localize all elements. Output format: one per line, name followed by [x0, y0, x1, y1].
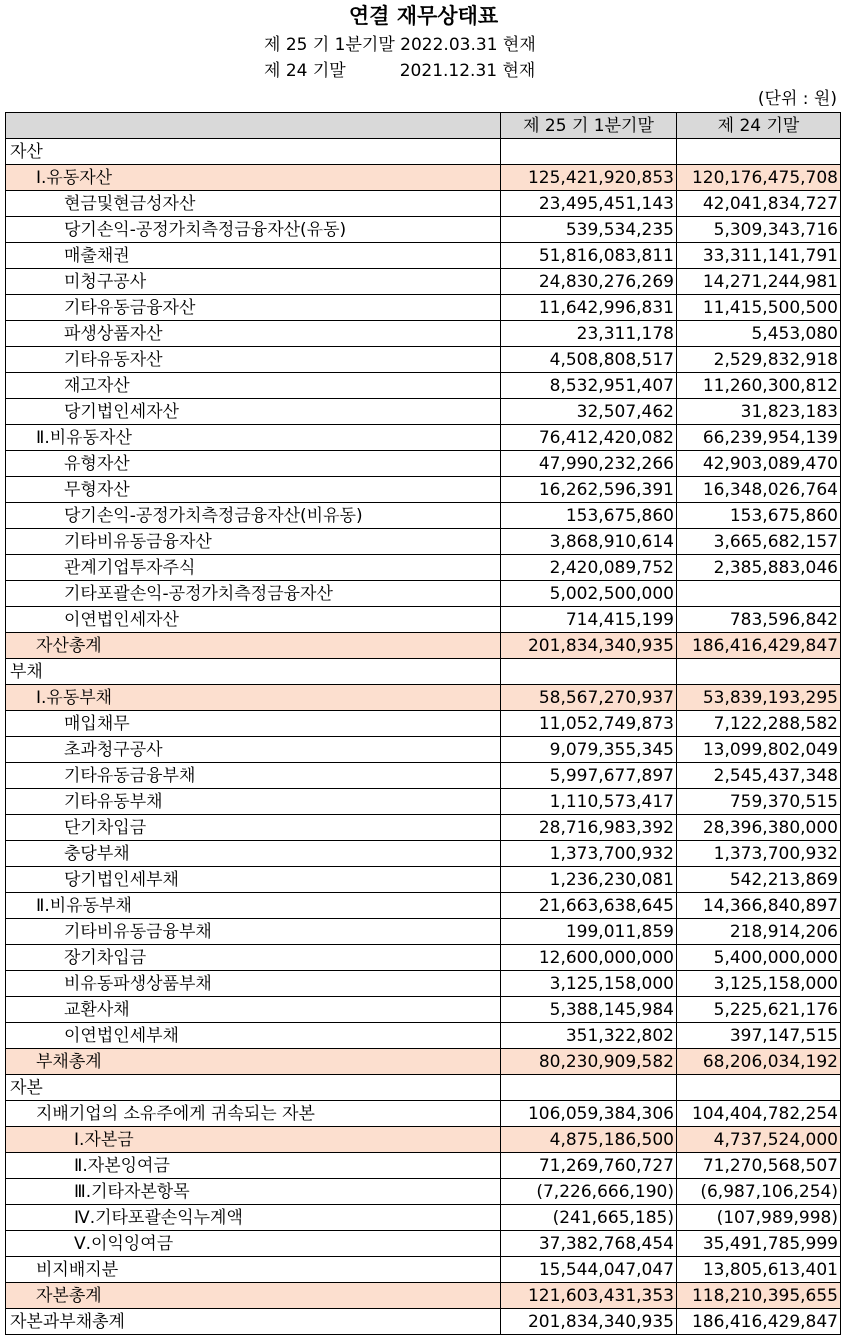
current-amount-cell	[501, 1075, 677, 1101]
previous-amount-cell: 42,041,834,727	[677, 191, 841, 217]
table-row	[6, 711, 841, 737]
statement-title: 연결 재무상태표	[348, 4, 499, 28]
current-amount-cell: (7,226,666,190)	[501, 1179, 677, 1205]
table-row	[6, 139, 841, 165]
table-row	[6, 1309, 841, 1335]
account-name-cell: 미청구공사	[6, 269, 501, 295]
account-name-cell: Ⅰ.자본금	[6, 1127, 501, 1153]
previous-amount-cell	[677, 659, 841, 685]
current-amount-cell: 47,990,232,266	[501, 451, 677, 477]
current-amount-cell: 1,373,700,932	[501, 841, 677, 867]
previous-amount-cell: 783,596,842	[677, 607, 841, 633]
table-row	[6, 477, 841, 503]
previous-amount-cell: 2,545,437,348	[677, 763, 841, 789]
table-row	[6, 1127, 841, 1153]
current-amount-cell: 71,269,760,727	[501, 1153, 677, 1179]
current-amount-cell: 9,079,355,345	[501, 737, 677, 763]
current-amount-cell: 199,011,859	[501, 919, 677, 945]
previous-amount-cell: 2,529,832,918	[677, 347, 841, 373]
current-amount-cell: 11,052,749,873	[501, 711, 677, 737]
account-name-cell: 자본	[6, 1075, 501, 1101]
table-row	[6, 685, 841, 711]
current-amount-cell: 80,230,909,582	[501, 1049, 677, 1075]
table-row	[6, 1153, 841, 1179]
current-amount-cell: 76,412,420,082	[501, 425, 677, 451]
previous-amount-cell: 3,665,682,157	[677, 529, 841, 555]
previous-amount-cell: 397,147,515	[677, 1023, 841, 1049]
account-name-cell: Ⅳ.기타포괄손익누계액	[6, 1205, 501, 1231]
account-name-cell: 교환사채	[6, 997, 501, 1023]
table-row	[6, 1179, 841, 1205]
account-name-cell: Ⅰ.유동부채	[6, 685, 501, 711]
account-name-cell: 충당부채	[6, 841, 501, 867]
previous-amount-cell: 28,396,380,000	[677, 815, 841, 841]
table-row	[6, 373, 841, 399]
table-row	[6, 555, 841, 581]
table-row	[6, 919, 841, 945]
account-name-cell: 자산	[6, 139, 501, 165]
previous-amount-cell: 120,176,475,708	[677, 165, 841, 191]
table-row	[6, 191, 841, 217]
column-header-previous: 제 24 기말	[677, 113, 841, 139]
account-name-cell: 부채총계	[6, 1049, 501, 1075]
previous-amount-cell: 31,823,183	[677, 399, 841, 425]
column-header-account	[6, 113, 501, 139]
previous-amount-cell: 542,213,869	[677, 867, 841, 893]
previous-amount-cell: 11,260,300,812	[677, 373, 841, 399]
account-name-cell: 장기차입금	[6, 945, 501, 971]
current-amount-cell: 201,834,340,935	[501, 633, 677, 659]
table-row	[6, 503, 841, 529]
account-name-cell: 당기법인세자산	[6, 399, 501, 425]
current-amount-cell: 5,002,500,000	[501, 581, 677, 607]
table-row	[6, 971, 841, 997]
current-amount-cell: 37,382,768,454	[501, 1231, 677, 1257]
current-amount-cell: 1,236,230,081	[501, 867, 677, 893]
account-name-cell: 비유동파생상품부채	[6, 971, 501, 997]
table-row	[6, 1023, 841, 1049]
account-name-cell: 재고자산	[6, 373, 501, 399]
table-row	[6, 321, 841, 347]
current-amount-cell: 3,125,158,000	[501, 971, 677, 997]
account-name-cell: 초과청구공사	[6, 737, 501, 763]
current-amount-cell: 5,997,677,897	[501, 763, 677, 789]
table-row	[6, 867, 841, 893]
account-name-cell: 당기손익-공정가치측정금융자산(유동)	[6, 217, 501, 243]
account-name-cell: 기타비유동금융자산	[6, 529, 501, 555]
account-name-cell: 부채	[6, 659, 501, 685]
previous-amount-cell: 3,125,158,000	[677, 971, 841, 997]
account-name-cell: Ⅱ.비유동자산	[6, 425, 501, 451]
account-name-cell: Ⅴ.이익잉여금	[6, 1231, 501, 1257]
previous-amount-cell: 14,271,244,981	[677, 269, 841, 295]
table-row	[6, 1283, 841, 1309]
table-row	[6, 737, 841, 763]
previous-amount-cell: 5,309,343,716	[677, 217, 841, 243]
table-row	[6, 893, 841, 919]
table-body	[6, 139, 841, 1335]
table-row	[6, 217, 841, 243]
previous-amount-cell: 13,805,613,401	[677, 1257, 841, 1283]
table-row	[6, 997, 841, 1023]
table-row	[6, 425, 841, 451]
table-row	[6, 451, 841, 477]
previous-amount-cell: 4,737,524,000	[677, 1127, 841, 1153]
current-amount-cell: 15,544,047,047	[501, 1257, 677, 1283]
table-row	[6, 1049, 841, 1075]
current-amount-cell: 201,834,340,935	[501, 1309, 677, 1335]
table-row	[6, 1257, 841, 1283]
current-amount-cell: 8,532,951,407	[501, 373, 677, 399]
table-row	[6, 815, 841, 841]
previous-amount-cell: 14,366,840,897	[677, 893, 841, 919]
account-name-cell: 단기차입금	[6, 815, 501, 841]
account-name-cell: 기타유동자산	[6, 347, 501, 373]
previous-amount-cell: 11,415,500,500	[677, 295, 841, 321]
previous-amount-cell: 42,903,089,470	[677, 451, 841, 477]
previous-amount-cell: 186,416,429,847	[677, 1309, 841, 1335]
previous-amount-cell: 7,122,288,582	[677, 711, 841, 737]
current-amount-cell: 21,663,638,645	[501, 893, 677, 919]
current-amount-cell: 1,110,573,417	[501, 789, 677, 815]
table-row	[6, 633, 841, 659]
previous-amount-cell: 118,210,395,655	[677, 1283, 841, 1309]
current-amount-cell: 24,830,276,269	[501, 269, 677, 295]
current-amount-cell: 5,388,145,984	[501, 997, 677, 1023]
table-header-row	[6, 113, 841, 139]
account-name-cell: 매입채무	[6, 711, 501, 737]
table-row	[6, 347, 841, 373]
account-name-cell: 기타유동금융부채	[6, 763, 501, 789]
account-name-cell: 무형자산	[6, 477, 501, 503]
column-header-current: 제 25 기 1분기말	[501, 113, 677, 139]
account-name-cell: 비지배지분	[6, 1257, 501, 1283]
account-name-cell: 자산총계	[6, 633, 501, 659]
previous-amount-cell: 33,311,141,791	[677, 243, 841, 269]
account-name-cell: Ⅱ.비유동부채	[6, 893, 501, 919]
table-row	[6, 1231, 841, 1257]
current-amount-cell: 351,322,802	[501, 1023, 677, 1049]
current-amount-cell: 106,059,384,306	[501, 1101, 677, 1127]
account-name-cell: 관계기업투자주식	[6, 555, 501, 581]
account-name-cell: 유형자산	[6, 451, 501, 477]
account-name-cell: 자본과부채총계	[6, 1309, 501, 1335]
table-row	[6, 763, 841, 789]
account-name-cell: 파생상품자산	[6, 321, 501, 347]
current-amount-cell	[501, 659, 677, 685]
previous-amount-cell: 35,491,785,999	[677, 1231, 841, 1257]
previous-amount-cell: 218,914,206	[677, 919, 841, 945]
current-amount-cell: 16,262,596,391	[501, 477, 677, 503]
account-name-cell: 이연법인세부채	[6, 1023, 501, 1049]
previous-amount-cell: 153,675,860	[677, 503, 841, 529]
table-row	[6, 165, 841, 191]
current-amount-cell	[501, 139, 677, 165]
table-row	[6, 1205, 841, 1231]
table-row	[6, 841, 841, 867]
previous-amount-cell: 68,206,034,192	[677, 1049, 841, 1075]
previous-amount-cell: 759,370,515	[677, 789, 841, 815]
unit-label: (단위 : 원)	[757, 89, 837, 109]
current-amount-cell: (241,665,185)	[501, 1205, 677, 1231]
current-amount-cell: 28,716,983,392	[501, 815, 677, 841]
current-amount-cell: 714,415,199	[501, 607, 677, 633]
previous-amount-cell: 53,839,193,295	[677, 685, 841, 711]
previous-amount-cell: 13,099,802,049	[677, 737, 841, 763]
table-row	[6, 399, 841, 425]
previous-amount-cell: (107,989,998)	[677, 1205, 841, 1231]
current-amount-cell: 539,534,235	[501, 217, 677, 243]
account-name-cell: 당기손익-공정가치측정금융자산(비유동)	[6, 503, 501, 529]
current-amount-cell: 23,495,451,143	[501, 191, 677, 217]
current-amount-cell: 121,603,431,353	[501, 1283, 677, 1309]
balance-sheet-table	[5, 112, 841, 1335]
previous-amount-cell: 16,348,026,764	[677, 477, 841, 503]
account-name-cell: 매출채권	[6, 243, 501, 269]
previous-amount-cell: 71,270,568,507	[677, 1153, 841, 1179]
previous-amount-cell	[677, 581, 841, 607]
account-name-cell: Ⅱ.자본잉여금	[6, 1153, 501, 1179]
previous-amount-cell: 2,385,883,046	[677, 555, 841, 581]
period-current: 제 25 기 1분기말 2022.03.31 현재	[264, 35, 536, 55]
table-row	[6, 295, 841, 321]
previous-amount-cell	[677, 139, 841, 165]
current-amount-cell: 3,868,910,614	[501, 529, 677, 555]
table-row	[6, 581, 841, 607]
table-row	[6, 269, 841, 295]
table-row	[6, 789, 841, 815]
period-previous: 제 24 기말 2021.12.31 현재	[264, 61, 536, 81]
current-amount-cell: 51,816,083,811	[501, 243, 677, 269]
account-name-cell: 현금및현금성자산	[6, 191, 501, 217]
previous-amount-cell: 186,416,429,847	[677, 633, 841, 659]
current-amount-cell: 2,420,089,752	[501, 555, 677, 581]
account-name-cell: 이연법인세자산	[6, 607, 501, 633]
account-name-cell: 지배기업의 소유주에게 귀속되는 자본	[6, 1101, 501, 1127]
account-name-cell: 기타유동부채	[6, 789, 501, 815]
current-amount-cell: 58,567,270,937	[501, 685, 677, 711]
table-row	[6, 1075, 841, 1101]
current-amount-cell: 32,507,462	[501, 399, 677, 425]
current-amount-cell: 4,508,808,517	[501, 347, 677, 373]
account-name-cell: 자본총계	[6, 1283, 501, 1309]
previous-amount-cell	[677, 1075, 841, 1101]
previous-amount-cell: 5,400,000,000	[677, 945, 841, 971]
table-row	[6, 659, 841, 685]
table-row	[6, 945, 841, 971]
account-name-cell: 기타포괄손익-공정가치측정금융자산	[6, 581, 501, 607]
table-row	[6, 529, 841, 555]
previous-amount-cell: 1,373,700,932	[677, 841, 841, 867]
current-amount-cell: 23,311,178	[501, 321, 677, 347]
current-amount-cell: 11,642,996,831	[501, 295, 677, 321]
previous-amount-cell: 66,239,954,139	[677, 425, 841, 451]
table-row	[6, 1101, 841, 1127]
previous-amount-cell: (6,987,106,254)	[677, 1179, 841, 1205]
account-name-cell: Ⅲ.기타자본항목	[6, 1179, 501, 1205]
account-name-cell: 기타비유동금융부채	[6, 919, 501, 945]
account-name-cell: 당기법인세부채	[6, 867, 501, 893]
account-name-cell: 기타유동금융자산	[6, 295, 501, 321]
current-amount-cell: 12,600,000,000	[501, 945, 677, 971]
current-amount-cell: 4,875,186,500	[501, 1127, 677, 1153]
table-row	[6, 607, 841, 633]
previous-amount-cell: 104,404,782,254	[677, 1101, 841, 1127]
current-amount-cell: 153,675,860	[501, 503, 677, 529]
current-amount-cell: 125,421,920,853	[501, 165, 677, 191]
account-name-cell: Ⅰ.유동자산	[6, 165, 501, 191]
previous-amount-cell: 5,225,621,176	[677, 997, 841, 1023]
table-row	[6, 243, 841, 269]
previous-amount-cell: 5,453,080	[677, 321, 841, 347]
